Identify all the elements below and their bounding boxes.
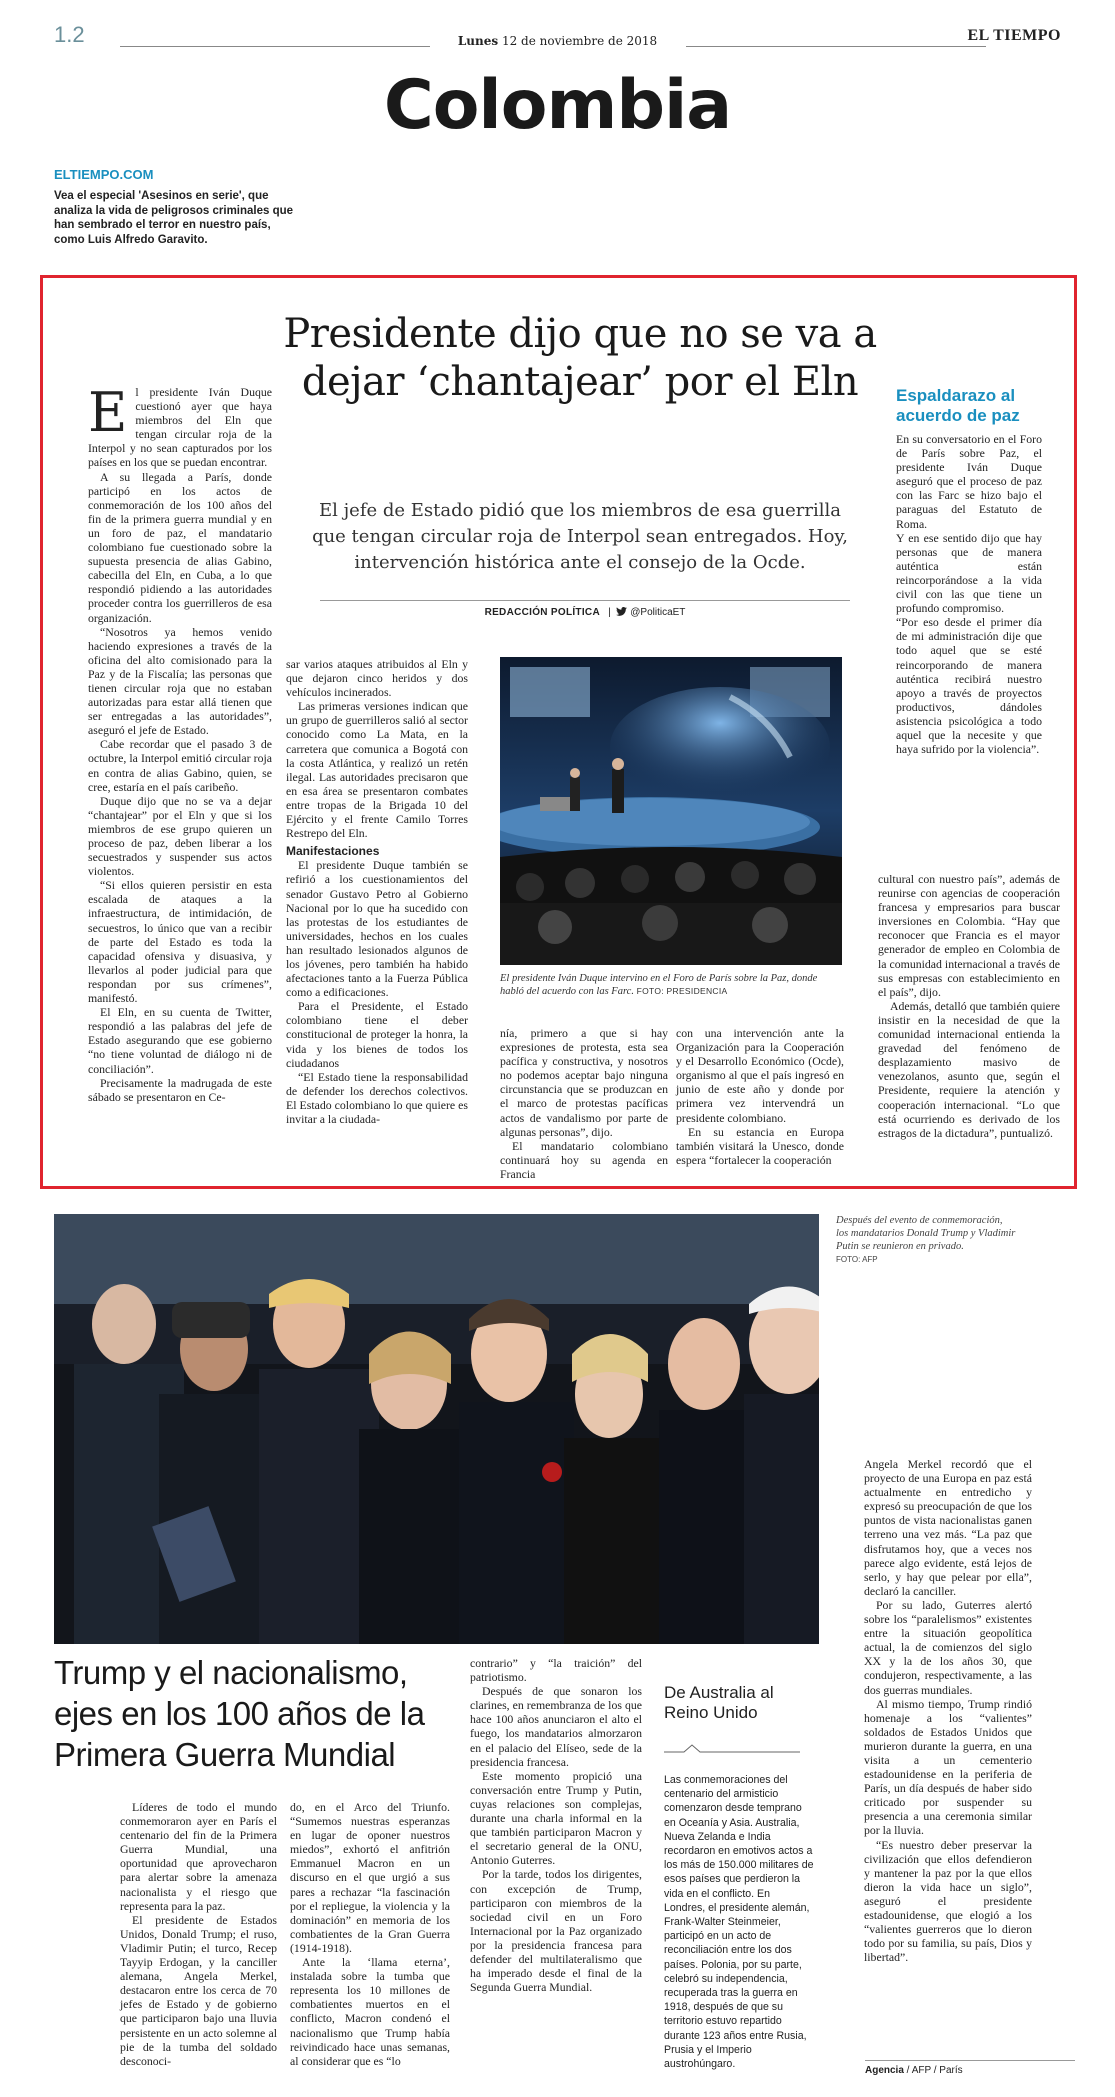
paragraph: El presidente de Estados Unidos, Donald Trump; el ruso, Vladimir Putin; el turco, Recep Tayyip Erdogan, y la canciller alemana, Angela Merkel, destacaron entre los cerca de 70 jefes de Estado y de gobierno que participaron bajo una lluvia persistente en un acto solemne al pie de la tumba del soldado desconoci- (120, 1912, 277, 2068)
lead-byline: REDACCIÓN POLÍTICA | @PoliticaET (320, 600, 850, 618)
forum-stage-image (500, 657, 842, 965)
paragraph: do, en el Arco del Triunfo. “Sumemos nuestras esperanzas en lugar de oponer nuestros miedos”, exhortó el anfitrión Emmanuel Macron en un discurso en el que urgió a sus pares a rechazar “la fascinación por el repliegue, la violencia y la dominación” en memoria de los combatientes de la Gran Guerra (1914-1918). (290, 1800, 450, 1955)
date-rest: 12 de noviembre de 2018 (501, 34, 658, 48)
promo-text: Vea el especial 'Asesinos en serie', que analiza la vida de peligrosos criminales que han sembrado el terror en nuestro país, como Luis Alfredo Garavito. (54, 190, 294, 246)
byline-twitter[interactable]: @PoliticaET (630, 607, 686, 618)
sidebar-text (896, 432, 1042, 756)
paragraph: “Por eso desde el primer día de mi administración dije que todo aquel que se esté reincorporando de manera auténtica recibirá nuestro apoyo a través de proyectos productivos, dándoles asistencia psicológica a todo aquel que la necesite y que haya sufrido por la violencia”. (896, 615, 1042, 757)
byline-author: REDACCIÓN POLÍTICA (484, 607, 600, 618)
sidebar-box-text: Las conmemoraciones del centenario del armisticio comenzaron desde temprano en Oceanía y Asia. Australia, Nueva Zelanda e India recordaron en emotivos actos a los más de 150.000 militares de esos países que perdieron la vida en el conflicto. En Londres, el presidente alemán, Frank-Walter Steinmeier, participó en un acto de reconciliación entre los dos países. Polonia, por su parte, celebró su independencia, recuperada tras la guerra en 1918, después de que su territorio estuvo repartido durante 123 años entre Rusia, Prusia y el Imperio austrohúngaro. (664, 1774, 814, 2071)
subhead-manifestaciones: Manifestaciones (286, 844, 380, 859)
paragraph: “Si ellos quieren persistir en esta escalada de ataques a la infraestructura, de intimidación, de secuestros, lo único que van a recibir de parte del Estado es toda la capacidad ofensiva y disuasiva, y llevarlos al poder judicial para que respondan por sus crímenes”, manifestó. (88, 878, 272, 1006)
paragraph: En su estancia en Europa también visitará la Unesco, donde espera “fortalecer la cooperación (676, 1124, 844, 1167)
leaders-image (54, 1214, 819, 1644)
drop-cap: E (88, 381, 128, 444)
paragraph: nía, primero a que si hay expresiones de protesta, esta sea pacífica y constructiva, y nosotros no podemos aceptar bajo ninguna circunstancia que se produzcan en el marco de protestas pacíficas actos de vandalismo por parte de algunas personas”, dijo. (500, 1026, 668, 1139)
paragraph: A su llegada a París, donde participó en los actos de conmemoración de los 100 años del fin de la primera guerra mundial y en un foro de paz, el mandatario colombiano fue cuestionado sobre la supuesta presencia de alias Gabino, cabecilla del Eln, en Cuba, a lo que respondió pidiendo a las autoridades proceder contra los guerrilleros de esa organización. (88, 469, 272, 625)
paragraph: Las primeras versiones indican que un grupo de guerrilleros salió al sector conocido como La Mata, en la carretera que comunica a Bogotá con la costa Atlántica, y realizó un retén ilegal. Las autoridades precisaron que en esa área se presentaron combates entre tropas de la Brigada 10 del Ejército y el frente Camilo Torres Restrepo del Eln. (286, 699, 468, 841)
promo-brand[interactable]: ELTIEMPO.COM (54, 167, 154, 182)
lead-column-4 (676, 1026, 844, 1167)
paragraph: con una intervención ante la Organización para la Cooperación y el Desarrollo Económico (Ocde), organismo al que el país ingresó en junio de este año y donde por primera vez intervendrá un presidente colombiano. (676, 1026, 844, 1125)
lead-photo-caption (500, 972, 842, 998)
paragraph: cultural con nuestro país”, además de reunirse con agencias de cooperación francesa y empresarios para buscar inversiones en Colombia. “Hay que reconocer que Francia es el mayor generador de empleo en Colombia de la comunidad internacional a través de sus empresas con establecimiento en el país”, dijo. (878, 872, 1060, 999)
agency-credit (865, 2060, 1075, 2076)
paragraph: Precisamente la madrugada de este sábado se presentaron en Ce- (88, 1075, 272, 1104)
page-number: 1.2 (54, 22, 85, 47)
paragraph: Después de que sonaron los clarines, en remembranza de los que hace 100 años anunciaron el alto el fuego, los mandatarios almorzaron en el palacio del Elíseo, sede de la presidencia francesa. (470, 1684, 642, 1769)
date-day: Lunes (457, 34, 499, 48)
photo-credit: FOTO: PRESIDENCIA (636, 986, 728, 996)
paragraph: “Nosotros ya hemos venido haciendo expresiones a través de la oficina del alto comisionado para la Paz y de la Fiscalía; las personas que tienen circular roja que no estaban autorizadas para estar allá tienen que ser entregadas a las autoridades”, aseguró el jefe de Estado. (88, 624, 272, 738)
paragraph: Duque dijo que no se va a dejar “chantajear” por el Eln y que si los miembros de ese grupo quieren un proceso de paz, deben liberar a los secuestrados y suspender sus actos violentos. (88, 793, 272, 879)
paragraph: Para el Presidente, el Estado colombiano tiene el deber constitucional de proteger la honra, la vida y los bienes de todos los ciudadanos (286, 999, 468, 1070)
sidebar-title: Espaldarazo al acuerdo de paz (896, 386, 1020, 425)
paragraph: l presidente Iván Duque cuestionó ayer que haya miembros del Eln que tengan circular roja de la Interpol y no sean capturados por los países en los que se puedan encontrar. (88, 385, 272, 470)
paragraph: Ante la ‘llama eterna’, instalada sobre la tumba que representa los 10 millones de combatientes muertos en el conflicto, Macron condenó el nacionalismo que Trump había reivindicado hace unas semanas, al considerar que es “lo (290, 1955, 450, 2068)
paragraph: Y en ese sentido dijo que hay personas que de manera auténtica están reincorporándose a la vida civil con las que tiene un profundo compromiso. (896, 530, 1042, 616)
paragraph: Este momento propició una conversación entre Trump y Putin, cuyas relaciones son complejas, durante una charla informal en la que también participaron Macron y el secretario general de la ONU, Antonio Guterres. (470, 1768, 642, 1868)
sidebar-box-title: De Australia al Reino Unido (664, 1683, 774, 1722)
lead-deck: El jefe de Estado pidió que los miembros de esa guerrilla que tengan circular roja de Interpol sean entregados. Hoy, intervención histórica ante el consejo de la Ocde. (312, 500, 848, 573)
credit-rest: / AFP / París (903, 2065, 963, 2076)
paragraph: El Eln, en su cuenta de Twitter, respondió a las palabras del jefe de Estado asegurando que ese gobierno “no tiene voluntad de diálogo ni de conciliación”. (88, 1005, 272, 1076)
paragraph: sar varios ataques atribuidos al Eln y que dejaron cinco heridos y dos vehículos incinerados. (286, 657, 468, 700)
second-column-1 (120, 1800, 277, 2068)
second-column-2 (290, 1800, 450, 2068)
paragraph: “El Estado tiene la responsabilidad de defender los derechos colectivos. El Estado colombiano lo que quiere es invitar a la ciudada- (286, 1069, 468, 1126)
paragraph: “Es nuestro deber preservar la civilización que ellos defendieron y mantener la paz por la que ellos dieron la vida hace un siglo”, aseguró el presidente estadounidense, que elogió a los “valientes guerreros que lo dieron todo por su familia, su país, Dios y libertad”. (864, 1837, 1032, 1965)
lead-column-5 (878, 872, 1060, 1140)
leaders-ceremony-photo (54, 1214, 819, 1644)
caption-text: Después del evento de conmemoración, los mandatarios Donald Trump y Vladimir Putin se reunieron en privado. (836, 1215, 1016, 1252)
box-divider (664, 1742, 800, 1756)
duque-forum-photo (500, 657, 842, 965)
paragraph: Por la tarde, todos los dirigentes, con excepción de Trump, participaron con miembros de la sociedad civil en un Foro Internacional por la Paz organizado por la presidencia francesa para defender del multilateralismo que ha imperado desde el final de la Segunda Guerra Mundial. (470, 1867, 642, 1995)
brand-logo: EL TIEMPO (967, 27, 1061, 44)
second-headline: Trump y el nacionalismo, ejes en los 100 años de la Primera Guerra Mundial (54, 1654, 425, 1773)
lead-column-2 (286, 657, 468, 1126)
caption-text: El presidente Iván Duque intervino en el Foro de París sobre la Paz, donde habló del acuerdo con las Farc. (500, 973, 818, 997)
paragraph: En su conversatorio en el Foro de París sobre Paz, el presidente Iván Duque aseguró que el proceso de paz con las Farc se hizo bajo el paraguas del Estatuto de Roma. (896, 432, 1042, 531)
paragraph: contrario” y “la traición” del patriotismo. (470, 1656, 642, 1685)
paragraph: El presidente Duque también se refirió a los cuestionamientos del senador Gustavo Petro al Gobierno Nacional por lo que ha sucedido con las protestas de los estudiantes de universidades, hechos en los cuales han resultado lesionados algunos de los jóvenes, pero también ha habido afectaciones tanto a la Fuerza Pública como a edificaciones. (286, 858, 468, 1000)
second-photo-caption (836, 1214, 1016, 1266)
header-rule-right (686, 46, 986, 47)
paragraph: Cabe recordar que el pasado 3 de octubre, la Interpol emitió circular roja en contra de alias Gabino, quien, se cree, estaría en el país caribeño. (88, 737, 272, 794)
second-column-5 (864, 1457, 1032, 1964)
twitter-icon (616, 607, 627, 616)
photo-credit: FOTO: AFP (836, 1255, 878, 1264)
paragraph: Angela Merkel recordó que el proyecto de una Europa en paz está actualmente en entredicho y expresó su preocupación de que los puntos de vista nacionalistas ganen terreno una vez más. “La paz que disfrutamos hoy, que a veces nos parece algo evidente, está lejos de serlo, y hay que pelear por ella”, declaró la canciller. (864, 1457, 1032, 1598)
second-column-3 (470, 1656, 642, 1994)
paragraph: Líderes de todo el mundo conmemoraron ayer en París el centenario del fin de la Primera Guerra Mundial, una oportunidad que aprovecharon para alertar sobre la amenaza nacionalista y el riesgo que representa para la paz. (120, 1800, 277, 1913)
credit-agency: Agencia (865, 2065, 904, 2076)
lead-column-1 (88, 381, 272, 1104)
paragraph: Por su lado, Guterres alertó sobre los “paralelismos” existentes entre la situación geopolítica actual, la de comienzos del siglo XX y la de los años 30, que condujeron, respectivamente, a las dos guerras mundiales. (864, 1597, 1032, 1697)
paragraph: Al mismo tiempo, Trump rindió homenaje a los “valientes” soldados de Estados Unidos que murieron durante la guerra, en una visita a un cementerio estadounidense en la periferia de París, un día después de haber sido criticado por suspender su presencia a una ceremonia similar por la lluvia. (864, 1696, 1032, 1838)
lead-column-3 (500, 1026, 668, 1181)
section-title: Colombia (383, 66, 732, 145)
lead-headline: Presidente dijo que no se va a dejar ‘chantajear’ por el Eln (283, 311, 877, 405)
paragraph: El mandatario colombiano continuará hoy su agenda en Francia (500, 1138, 668, 1181)
paragraph: Además, detalló que también quiere insistir en la necesidad de que la comunidad internacional entienda la gravedad del fenómeno de desplazamiento masivo de venezolanos, asunto que, según el Presidente, requiere la atención y cooperación internacional. “Lo que está ocurriendo es derivado de los estragos de la dictadura”, puntualizó. (878, 998, 1061, 1140)
